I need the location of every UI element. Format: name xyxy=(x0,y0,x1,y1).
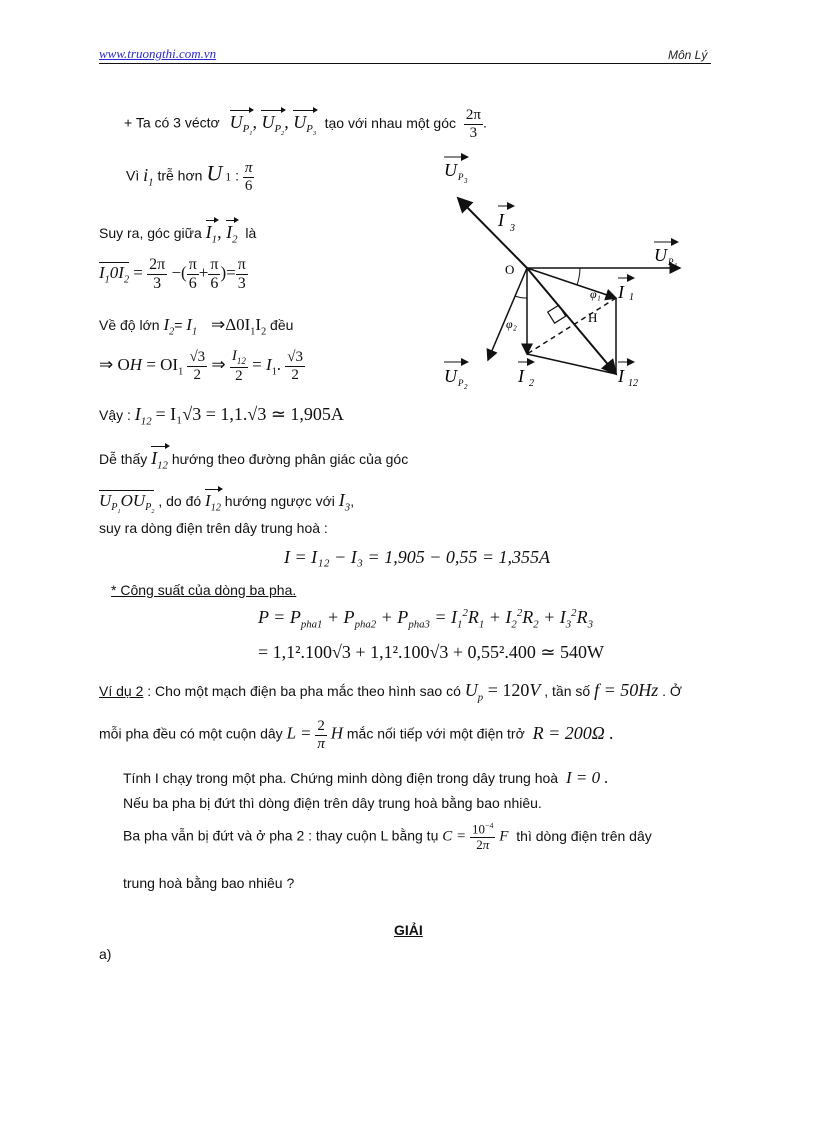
text-l5-prefix: Về độ lớn xyxy=(99,317,160,333)
site-link[interactable]: www.truongthi.com.vn xyxy=(99,46,217,61)
power-heading xyxy=(111,582,296,598)
label-i3: I xyxy=(498,210,504,230)
line-neutral: suy ra dòng điện trên dây trung hoà : xyxy=(99,520,328,536)
oh-equation: ⇒ OH = $OI_1$ $\frac{√3}{2}$ ⇒ $\frac{I_{12}}{2}$ = $I_1$. $\frac{√3}{2}$ xyxy=(99,348,304,384)
line-lag: Vì $i_1$ trễ hơn U 1 : $\frac{\pi}{6}$ xyxy=(126,160,253,194)
subject-label: Môn Lý xyxy=(668,48,708,62)
svg-text:2: 2 xyxy=(529,378,534,389)
neutral-current-equation: I = I₁₂ − I₃ = 1,905 − 0,55 = 1,355A xyxy=(284,547,550,567)
example-2-line2: mỗi pha đều có một cuộn dây L = $\frac{2}{\pi}$ H mắc nối tiếp với một điện trở R = 200Ω . xyxy=(99,718,614,752)
svg-text:P: P xyxy=(458,172,464,182)
label-up1: U xyxy=(654,245,667,265)
label-phi2: φ₂ xyxy=(506,317,517,331)
text-l8-suffix: hướng theo đường phân giác của góc xyxy=(171,451,409,467)
label-o: O xyxy=(505,262,515,277)
question-3: Ba pha vẫn bị đứt và ở pha 2 : thay cuộn L bằng tụ C = $\frac{10^{-4}}{2\pi}$ F thì dòng điện trên dây xyxy=(123,821,652,852)
solution-heading: GIẢI xyxy=(394,922,423,938)
text-ex2-mid: mắc nối tiếp với một điện trở xyxy=(346,725,525,742)
text-l1-suffix: tạo với nhau một góc xyxy=(324,114,456,131)
line-bisector: Dễ thấy $I_{12}$ hướng theo đường phân giác của góc xyxy=(99,448,409,472)
part-a: a) xyxy=(99,946,112,962)
svg-text:1: 1 xyxy=(674,262,678,270)
result-value: = I₁√3 = 1,1.√3 ≃ 1,905A xyxy=(155,404,344,424)
label-h: H xyxy=(588,310,598,325)
text-ex2-prefix: mỗi pha đều có một cuộn dây xyxy=(99,725,283,742)
text-q1: Tính I chạy trong một pha. Chứng minh dòng điện trong dây trung hoà xyxy=(123,770,559,786)
text-l8-prefix: Dễ thấy xyxy=(99,451,148,467)
text-l3: Suy ra, góc giữa xyxy=(99,225,202,241)
text-l9-mid: , do đó xyxy=(158,493,202,509)
svg-text:P: P xyxy=(668,257,674,267)
line-result: Vậy : $I_{12} = I_1√3 = 1,1.√3$ ≃ 1,905A xyxy=(99,404,344,428)
text-l2-prefix: Vì xyxy=(126,167,140,184)
example-end: . Ở xyxy=(662,683,682,699)
phasor-diagram xyxy=(430,150,690,400)
text-q3-suffix: thì dòng điện trên dây xyxy=(516,827,652,844)
question-2: Nếu ba pha bị đứt thì dòng điện trên dây trung hoà bằng bao nhiêu. xyxy=(123,795,542,811)
header-rule xyxy=(99,63,711,64)
vector-up2 xyxy=(488,268,527,360)
label-i2: I xyxy=(518,366,524,386)
text-q3-prefix: Ba pha vẫn bị đứt và ở pha 2 : thay cuộn L bằng tụ xyxy=(123,827,439,844)
text-l9-suffix: hướng ngược với xyxy=(224,493,335,509)
angle-arc-phi2 xyxy=(515,296,527,298)
question-1 xyxy=(123,768,609,788)
svg-text:12: 12 xyxy=(628,378,638,389)
angle-arc-phi1 xyxy=(577,268,580,285)
example-2-line: Ví dụ 2 : Cho một mạch điện ba pha mắc theo hình sao có $U_p = 120V$ , tần số f = 50Hz . Ở xyxy=(99,680,682,704)
vector-i3 xyxy=(458,198,527,268)
label-i12: I xyxy=(618,366,624,386)
example-text: : Cho một mạch điện ba pha mắc theo hình sao có xyxy=(147,683,461,699)
label-up2: U xyxy=(444,366,457,386)
vector-i12 xyxy=(527,268,616,374)
label-i1: I xyxy=(618,282,624,302)
svg-text:3: 3 xyxy=(464,177,468,185)
right-angle-mark xyxy=(548,305,566,323)
svg-text:2: 2 xyxy=(464,383,468,391)
text-l1-prefix: + Ta có 3 véctơ xyxy=(124,114,220,131)
label-up3: U xyxy=(444,160,457,180)
diagonal-dashed xyxy=(527,298,616,354)
example-label: Ví dụ 2 xyxy=(99,683,144,699)
question-4: trung hoà bằng bao nhiêu ? xyxy=(123,875,295,891)
text-l3-end: là xyxy=(245,225,257,241)
text-l5-end: đều xyxy=(270,317,294,333)
text-ex2-R: R = 200Ω . xyxy=(532,722,614,743)
power-equation: $P = P_{pha1} + P_{pha2} + P_{pha3} = I_1^2R_1 + I_2^2R_2 + I_3^2R_3$ xyxy=(258,607,593,631)
power-value: = 1,1².100√3 + 1,1².100√3 + 0,55².400 ≃ 540W xyxy=(258,642,604,662)
svg-text:1: 1 xyxy=(629,292,634,303)
text-l7-prefix: Vậy : xyxy=(99,407,131,423)
line-angle-between: Suy ra, góc giữa $I_1$, $I_2$ là xyxy=(99,222,257,246)
text-l2-mid: trễ hơn xyxy=(157,167,203,184)
line-magnitude: Về độ lớn $I_2= I_1$ $\Rightarrow\Delta 0I_1I_2$ đều xyxy=(99,315,294,338)
text-l12: * Công suất của dòng ba pha. xyxy=(111,582,297,598)
angle-fraction: $\frac{2\pi}{3}$ xyxy=(465,107,481,141)
angle-equation: $I_10I_2$ = $\frac{2\pi}{3}$ −( $\frac{\pi}{6}$ + $\frac{\pi}{6}$ )= $\frac{\pi}{3}$ xyxy=(99,256,246,292)
svg-text:3: 3 xyxy=(510,223,515,234)
line-opposite: $U_{P_1}OU_{P_2}$ , do đó $I_{12}$ hướng ngược với $I_3$, xyxy=(99,490,355,516)
text-q1-eq: I = 0 . xyxy=(565,768,609,787)
label-phi1: φ₁ xyxy=(590,287,601,301)
svg-text:P: P xyxy=(458,378,464,388)
line-vectors: + Ta có 3 véctơ $U_{P_1}$, $U_{P_2}$, $U_{P_3}$ tạo với nhau một góc $\frac{2\pi}{3}$ . xyxy=(124,107,487,141)
pi-over-six: $\frac{\pi}{6}$ xyxy=(244,160,253,194)
example-text2: , tần số xyxy=(544,683,591,699)
